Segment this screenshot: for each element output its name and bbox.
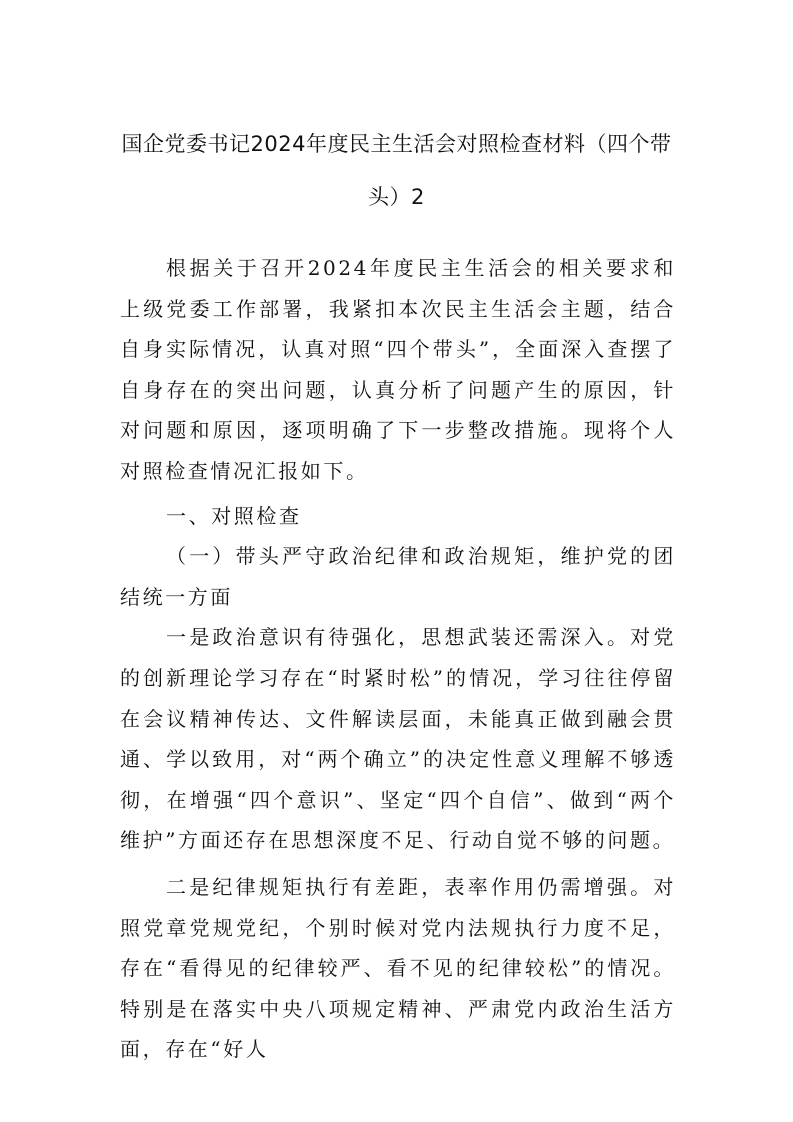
subsection-heading: （一）带头严守政治纪律和政治规矩，维护党的团结统一方面 (120, 544, 676, 609)
document-title-line-2: 头）2 (368, 185, 425, 209)
intro-paragraph: 根据关于召开2024年度民主生活会的相关要求和上级党委工作部署，我紧扣本次民主生活会主题，结合自身实际情况，认真对照“四个带头”，全面深入查摆了自身存在的突出问题，认真分析了问题产生的原因，针对问题和原因，逐项明确了下一步整改措施。现将个人对照检查情况汇报如下。 (120, 256, 676, 483)
section-heading: 一、对照检查 (166, 503, 302, 528)
document-body (120, 248, 676, 1070)
document-title-line-1: 国企党委书记2024年度民主生活会对照检查材料（四个带 (121, 132, 672, 156)
point-one-paragraph: 一是政治意识有待强化，思想武装还需深入。对党的创新理论学习存在“时紧时松”的情况，学习往往停留在会议精神传达、文件解读层面，未能真正做到融会贯通、学以致用，对“两个确立”的决定性意义理解不够透彻，在增强“四个意识”、坚定“四个自信”、做到“两个维护”方面还存在思想深度不足、行动自觉不够的问题。 (120, 625, 676, 853)
point-two-paragraph: 二是纪律规矩执行有差距，表率作用仍需增强。对照党章党规党纪，个别时候对党内法规执行力度不足，存在“看得见的纪律较严、看不见的纪律较松”的情况。特别是在落实中央八项规定精神、严肃党内政治生活方面，存在“好人 (120, 874, 676, 1062)
